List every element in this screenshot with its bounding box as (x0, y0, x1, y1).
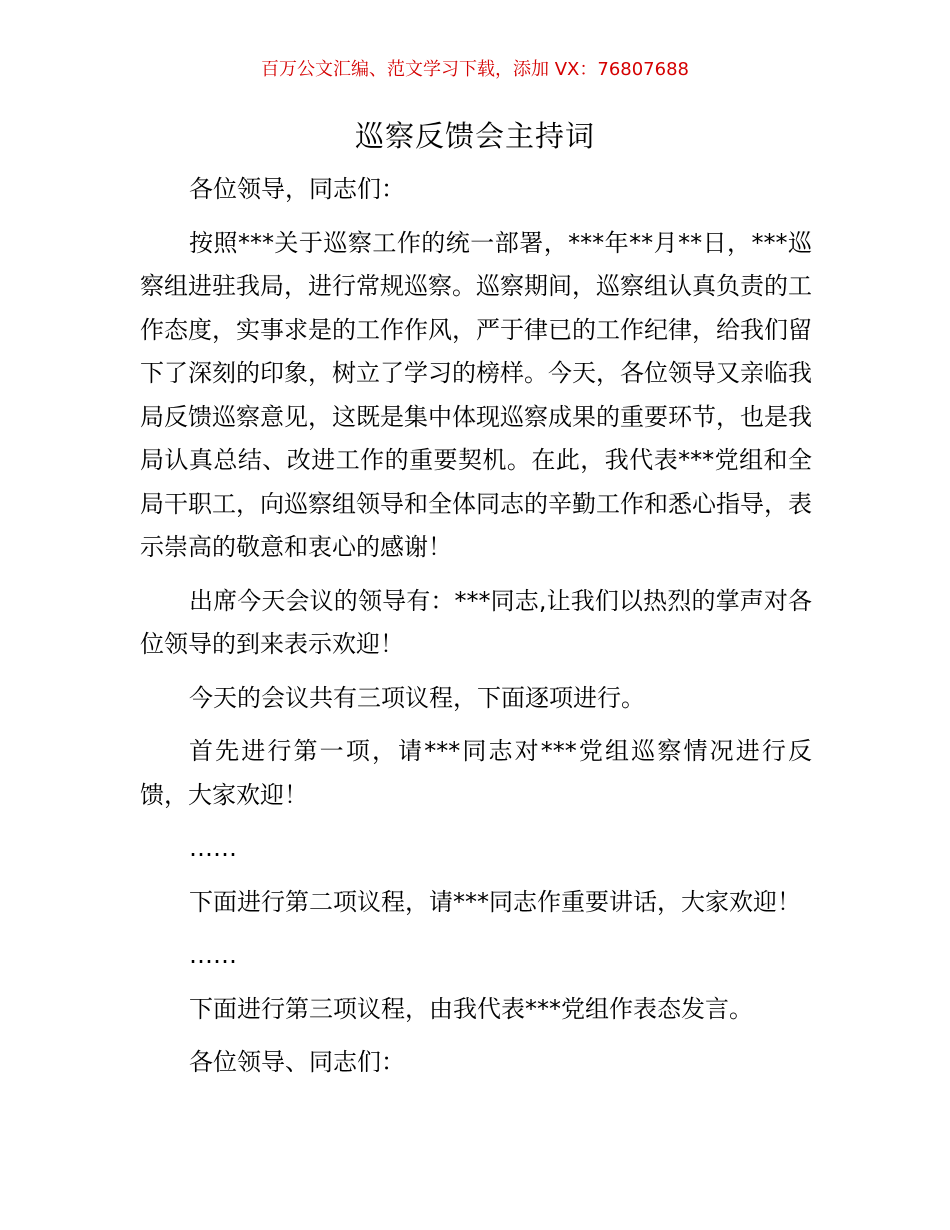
paragraph-ellipsis: …… (189, 941, 237, 969)
paragraph-attending-leaders: 出席今天会议的领导有：***同志,让我们以热烈的掌声对各位领导的到来表示欢迎！ (140, 586, 812, 658)
paragraph-agenda: 今天的会议共有三项议程，下面逐项进行。 (189, 683, 645, 712)
paragraph-introduction: 按照***关于巡察工作的统一部署，***年**月**日，***巡察组进驻我局，进行常规巡察。巡察期间，巡察组认真负责的工作态度，实事求是的工作作风，严于律已的工作纪律，给我们留下了深刻的印象，树立了学习的榜样。今天，各位领导又亲临我局反馈巡察意见，这既是集中体现巡察成果的重要环节，也是我局认真总结、改进工作的重要契机。在此，我代表***党组和全局干职工，向巡察组领导和全体同志的辛勤工作和悉心指导，表示崇高的敬意和衷心的感谢！ (140, 228, 812, 561)
paragraph-ellipsis: …… (189, 834, 237, 862)
document-title: 巡察反馈会主持词 (354, 119, 595, 153)
header-note: 百万公文汇编、范文学习下载，添加 VX：76807688 (261, 59, 689, 80)
paragraph-item-two: 下面进行第二项议程，请***同志作重要讲话，大家欢迎！ (189, 887, 801, 916)
paragraph-item-three: 下面进行第三项议程，由我代表***党组作表态发言。 (189, 994, 753, 1023)
paragraph-greeting: 各位领导，同志们： (189, 175, 405, 203)
paragraph-closing-greeting: 各位领导、同志们： (189, 1048, 405, 1076)
document-body (140, 168, 812, 1095)
paragraph-item-one: 首先进行第一项，请***同志对***党组巡察情况进行反馈，大家欢迎！ (140, 737, 812, 809)
